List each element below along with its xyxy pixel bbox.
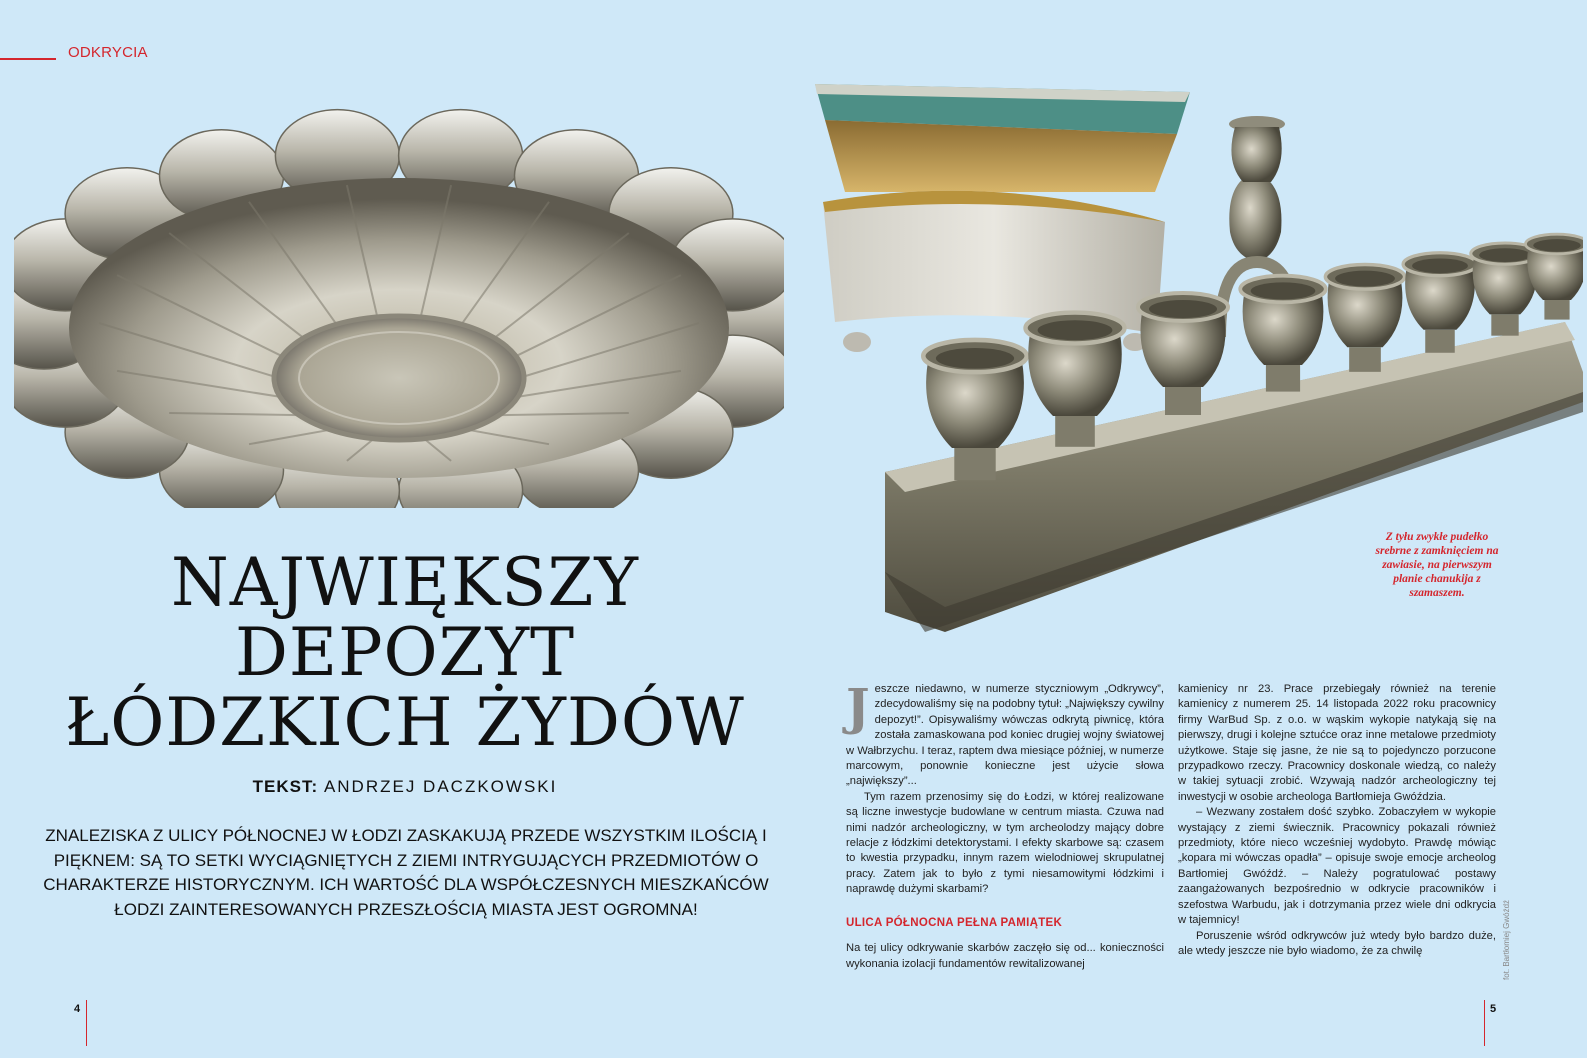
paragraph-1-text: eszcze niedawno, w numerze styczniowym „Odkrywcy”, zdecydowaliśmy się na podobny tytuł: „Największy cywilny depozyt!”. Opisywaliśmy wówczas odkrytą piwnicę, która została zamaskowana pod koniec drugiej wojny światowej w Wałbrzychu. I teraz, raptem dwa miesiące później, w numerze marcowym, ponownie konieczne jest użycie słowa „największy”... <box>846 683 1164 788</box>
byline-author: ANDRZEJ DACZKOWSKI <box>323 777 558 796</box>
chanukiah-cup <box>1403 253 1477 353</box>
page-number-right: 5 <box>1490 1003 1497 1015</box>
paragraph-1 <box>846 677 1164 790</box>
headline <box>40 544 770 761</box>
section-label: ODKRYCIA <box>68 44 148 61</box>
paragraph-5: – Wezwany zostałem dość szybko. Zobaczyłem w wykopie wystający z ziemi świecznik. Pracownicy pokazali również przedmioty, które nieco wcześniej wydobyto. Prawdę mówiąc „kopara mi wówczas opadła” – opisuje swoje emocje archeolog Bartłomiej Gwóźdź. – Należy pogratulować postawy zaangażowanych bezpośrednio w odkrycie pracowników i szefostwa Warbudu, jak i dotrzymania przez wiele dni odkrycia w tajemnicy! <box>1178 806 1496 927</box>
byline <box>40 777 770 797</box>
subheading: ULICA PÓŁNOCNA PEŁNA PAMIĄTEK <box>846 916 1063 929</box>
headline-line-2: DEPOZYT <box>234 614 576 691</box>
photo-credit-text: fot. Bartłomiej Gwóźdź <box>1502 899 1511 980</box>
byline-label: TEKST: <box>252 777 319 796</box>
chanukiah-cup <box>1240 276 1326 392</box>
article-column-1 <box>846 677 1164 972</box>
headline-line-3: ŁÓDZKICH ŻYDÓW <box>65 684 745 761</box>
paragraph-4: kamienicy nr 23. Prace przebiegały również na terenie kamienicy z numerem 25. 14 listopada 2022 roku pracownicy firmy WarBud Sp. z o.o. w wąskim wykopie natykają się na pierwszy, drugi i kolejne sztućce oraz inne metalowe przedmioty użytkowe. Staje się jasne, że nie są to pojedynczo porzucone przypadkowo rzeczy. Pracownicy doskonale wiedzą, co należy w takiej sytuacji zrobić. Wzywają nadzór archeologiczny tej inwestycji w osobie archeologa Bartłomieja Gwóździa. <box>1178 683 1496 803</box>
paragraph-2: Tym razem przenosimy się do Łodzi, w której realizowane są liczne inwestycje budowlane w centrum miasta. Czuwa nad nimi nadzór archeologiczny, w tym archeolodzy mający dobre relacje z łódzkimi detektorystami. I efekty skarbowe są: czasem to kwestia przypadku, innym razem wielodniowej skrupulatnej pracy. Zatem jak to było z tymi niesamowitymi łódzkimi i naprawdę dużymi skarbami? <box>846 790 1164 896</box>
paragraph-3: Na tej ulicy odkrywanie skarbów zaczęło się od... konieczności wykonania izolacji fundamentów rewitalizowanej <box>846 942 1164 970</box>
article-column-2 <box>1178 682 1496 959</box>
headline-line-1: NAJWIĘKSZY <box>171 544 639 621</box>
paragraph-6: Poruszenie wśród odkrywców już wtedy było bardzo duże, ale wtedy jeszcze nie było wiadomo, że za chwilę <box>1178 929 1496 957</box>
chanukiah-cup <box>1138 293 1228 415</box>
footer-rule-left <box>86 1000 87 1046</box>
chanukiah-cup <box>1325 264 1404 371</box>
section-rule <box>0 58 56 60</box>
photo-credit <box>1498 890 1514 980</box>
lead-paragraph: ZNALEZISKA Z ULICY PÓŁNOCNEJ W ŁODZI ZASKAKUJĄ PRZEDE WSZYSTKIM ILOŚCIĄ I PIĘKNEM: SĄ TO SETKI WYCIĄGNIĘTYCH Z ZIEMI INTRYGUJĄCYCH PRZEDMIOTÓW O CHARAKTERZE HISTORYCZNYM. ICH WARTOŚĆ DLA WSPÓŁCZESNYCH MIESZKAŃCÓW ŁODZI ZAINTERESOWANYCH PRZESZŁOŚCIĄ MIASTA JEST OGROMNA! <box>43 826 769 919</box>
bowl-photo <box>14 78 784 508</box>
page-number-left: 4 <box>74 1003 81 1015</box>
footer-rule-right <box>1484 1000 1485 1046</box>
chanukiah-cup <box>1526 234 1584 319</box>
drop-cap: J <box>846 677 870 736</box>
photo-caption: Z tyłu zwykłe pudełko srebrne z zamknięciem na zawiasie, na pierwszym planie chanukija z szamaszem. <box>1375 531 1499 599</box>
